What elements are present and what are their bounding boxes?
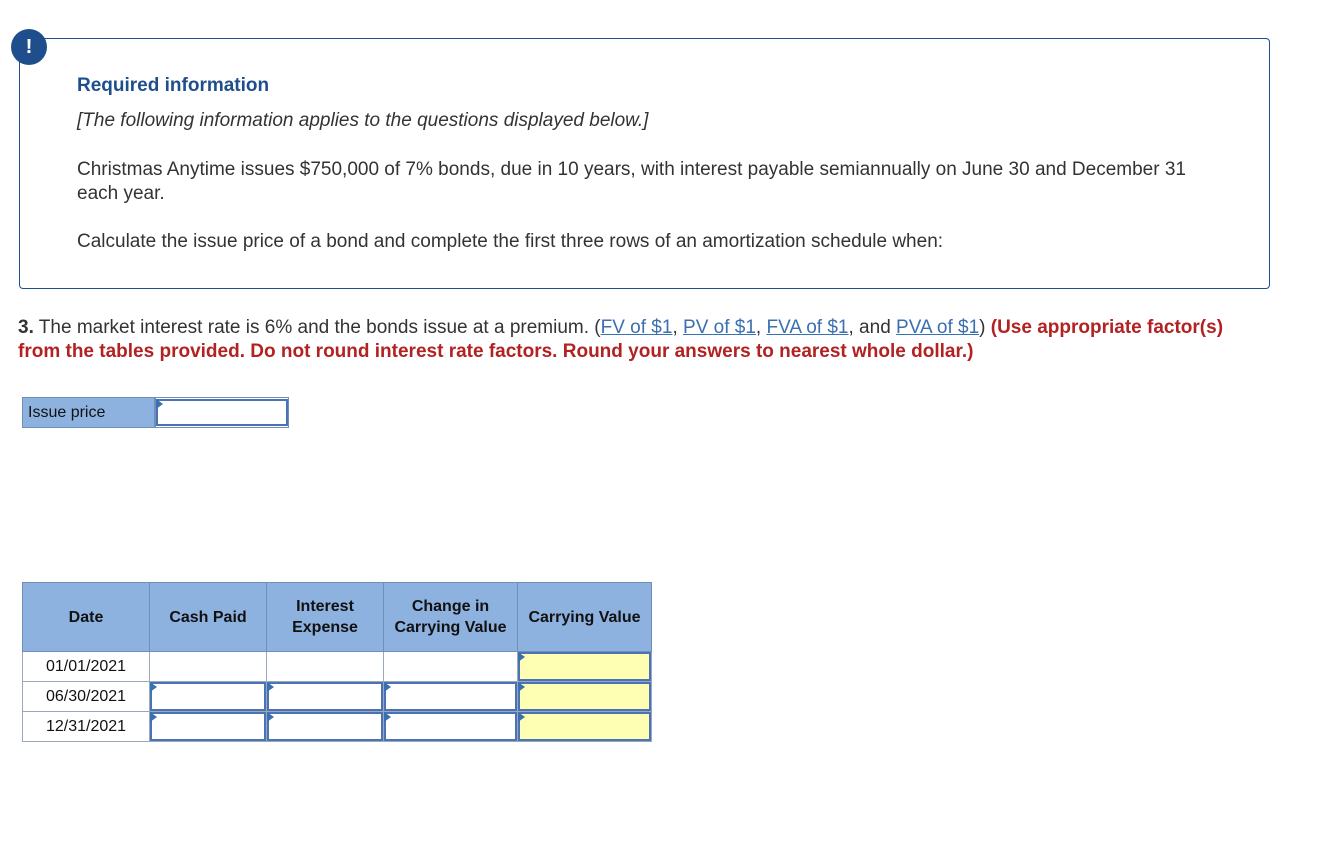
question-body: The market interest rate is 6% and the bonds issue at a premium. ( <box>33 317 601 338</box>
input-marker-icon <box>267 712 274 722</box>
change-cell <box>384 652 518 682</box>
cash-paid-cell <box>150 652 267 682</box>
table-row <box>23 682 652 712</box>
amortization-table <box>22 582 652 742</box>
change-input[interactable] <box>384 712 517 741</box>
alert-icon: ! <box>11 29 47 65</box>
input-marker-icon <box>156 399 163 409</box>
input-marker-icon <box>384 682 391 692</box>
question-number: 3. <box>18 317 34 338</box>
link-fv-of-1[interactable]: FV of $1 <box>600 317 673 338</box>
input-marker-icon <box>267 682 274 692</box>
link-close: ) <box>979 317 986 338</box>
table-row <box>23 712 652 742</box>
link-separator: , and <box>848 317 897 338</box>
issue-price-label: Issue price <box>22 397 155 428</box>
interest-expense-cell <box>267 682 384 712</box>
header-carrying-value: Carrying Value <box>518 583 652 652</box>
info-paragraph-2: Calculate the issue price of a bond and complete the first three rows of an amortization schedule when: <box>77 231 944 252</box>
info-subtitle: [The following information applies to the questions displayed below.] <box>77 110 649 131</box>
input-marker-icon <box>150 682 157 692</box>
header-cash-paid: Cash Paid <box>150 583 267 652</box>
info-title: Required information <box>77 75 270 96</box>
interest-expense-input[interactable] <box>267 712 383 741</box>
link-pv-of-1[interactable]: PV of $1 <box>683 317 756 338</box>
link-fva-of-1[interactable]: FVA of $1 <box>766 317 849 338</box>
carrying-value-input[interactable] <box>518 652 651 681</box>
date-cell: 12/31/2021 <box>23 712 150 742</box>
change-input[interactable] <box>384 682 517 711</box>
required-information-panel <box>19 38 1270 289</box>
question-text <box>18 316 1248 364</box>
cash-paid-input[interactable] <box>150 682 266 711</box>
input-marker-icon <box>150 712 157 722</box>
cash-paid-cell <box>150 682 267 712</box>
change-cell <box>384 682 518 712</box>
date-cell: 01/01/2021 <box>23 652 150 682</box>
question-instruction: (Use appropriate factor(s) from the tables provided. Do not round interest rate factors. Round your answers to nearest whole dollar.) <box>18 317 1224 362</box>
info-paragraph-1: Christmas Anytime issues $750,000 of 7% bonds, due in 10 years, with interest payable semiannually on June 30 and December 31 each year. <box>77 159 1186 204</box>
input-marker-icon <box>518 652 525 662</box>
interest-expense-cell <box>267 652 384 682</box>
link-separator: , <box>755 317 767 338</box>
input-marker-icon <box>518 682 525 692</box>
link-separator: , <box>672 317 684 338</box>
header-date: Date <box>23 583 150 652</box>
issue-price-input[interactable] <box>156 399 288 426</box>
issue-price-cell <box>155 397 289 428</box>
carrying-value-cell <box>518 682 652 712</box>
carrying-value-cell <box>518 652 652 682</box>
link-pva-of-1[interactable]: PVA of $1 <box>896 317 980 338</box>
date-cell: 06/30/2021 <box>23 682 150 712</box>
table-row <box>23 652 652 682</box>
interest-expense-input[interactable] <box>267 682 383 711</box>
interest-expense-cell <box>267 712 384 742</box>
change-cell <box>384 712 518 742</box>
carrying-value-cell <box>518 712 652 742</box>
header-change-in-carrying-value: Change in Carrying Value <box>384 583 518 652</box>
input-marker-icon <box>384 712 391 722</box>
cash-paid-input[interactable] <box>150 712 266 741</box>
cash-paid-cell <box>150 712 267 742</box>
carrying-value-input[interactable] <box>518 712 651 741</box>
input-marker-icon <box>518 712 525 722</box>
header-interest-expense: Interest Expense <box>267 583 384 652</box>
carrying-value-input[interactable] <box>518 682 651 711</box>
